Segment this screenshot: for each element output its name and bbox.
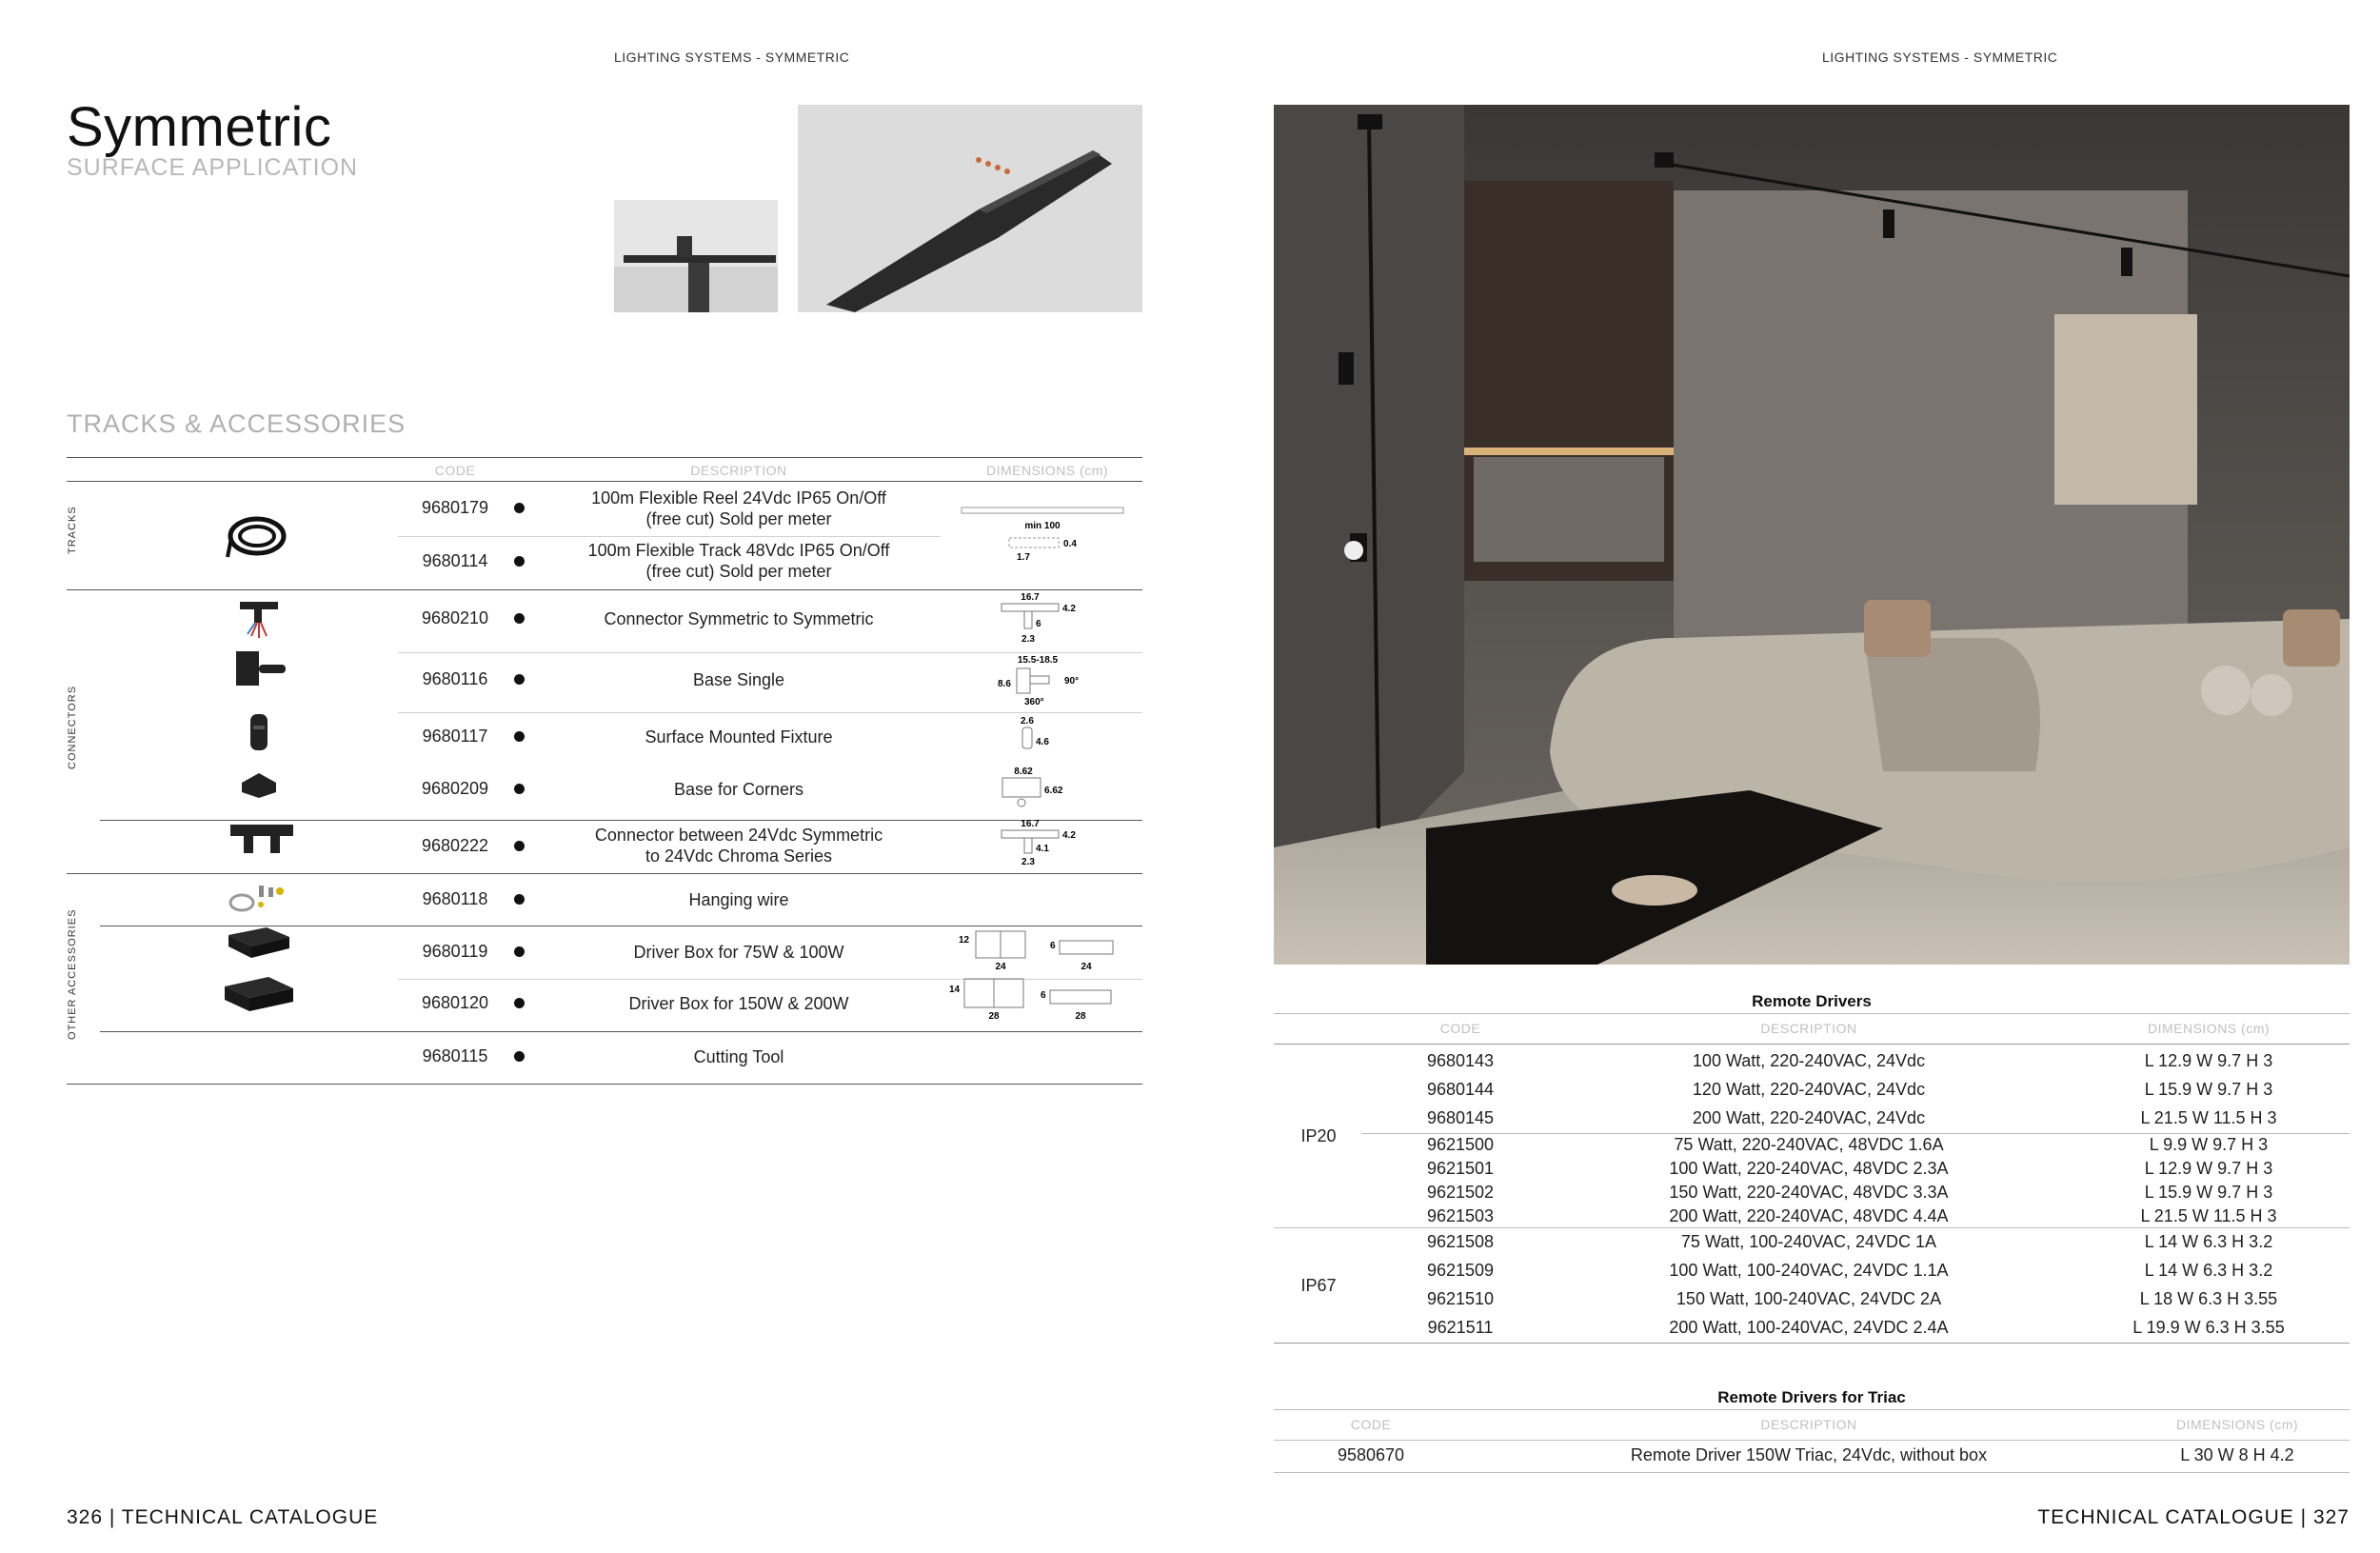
driver-dimensions: L 15.9 W 9.7 H 3 [2144,1080,2273,1099]
dimension-drawing-box-large [947,975,1138,1025]
dimension-drawing-chroma [990,817,1095,870]
dim-label: 24 [995,962,1006,972]
dim-label: 6.62 [1044,786,1063,796]
dimension-drawing-base-single [990,653,1095,710]
product-description: Connector Symmetric to Symmetric [604,609,874,628]
section-title: TRACKS & ACCESSORIES [67,409,407,438]
product-description: Connector between 24Vdc Symmetric to 24Vdc Chroma Series [594,826,883,866]
driver-box-large-image [219,971,299,1015]
product-description: Base Single [692,670,785,689]
dim-label: 2.3 [1021,857,1035,867]
driver-dimensions: L 21.5 W 11.5 H 3 [2140,1206,2277,1225]
driver-dimensions: L 19.9 W 6.3 H 3.55 [2132,1318,2285,1337]
driver-description: 200 Watt, 220-240VAC, 48VDC 4.4A [1669,1206,1949,1225]
col-header-description: DESCRIPTION [1760,1021,1857,1036]
product-code: 9680120 [421,993,489,1012]
product-code: 9680222 [421,836,489,855]
dim-label: 2.6 [1021,716,1034,727]
page-subtitle: SURFACE APPLICATION [67,154,359,181]
dim-label: 0.4 [1063,539,1077,549]
triac-drivers-title: Remote Drivers for Triac [1717,1388,1906,1406]
driver-dimensions: L 14 W 6.3 H 3.2 [2144,1261,2273,1280]
dim-label: 8.6 [998,679,1011,689]
availability-dot [514,1051,525,1062]
base-single-image [232,647,293,691]
col-header-dimensions: DIMENSIONS (cm) [985,463,1109,478]
dim-label: 4.1 [1036,844,1049,854]
driver-description: 150 Watt, 220-240VAC, 48VDC 3.3A [1669,1183,1949,1202]
dim-label: 24 [1081,962,1092,972]
dim-label: 360° [1024,697,1044,707]
group-label-ip20: IP20 [1300,1126,1337,1145]
driver-dimensions: L 12.9 W 9.7 H 3 [2144,1051,2273,1070]
dim-label: 16.7 [1021,819,1040,829]
driver-code: 9621510 [1426,1289,1495,1308]
dim-label: 4.2 [1062,830,1076,841]
driver-dimensions: L 18 W 6.3 H 3.55 [2139,1289,2278,1308]
driver-dimensions: L 14 W 6.3 H 3.2 [2144,1232,2273,1251]
driver-code: 9621508 [1426,1232,1495,1251]
hanging-wire-image [227,878,293,916]
driver-code: 9621509 [1426,1261,1495,1280]
driver-code: 9621511 [1427,1318,1494,1337]
driver-code: 9680143 [1426,1051,1495,1070]
group-label-ip67: IP67 [1300,1276,1337,1295]
reel-image [224,509,290,567]
driver-code: 9621500 [1426,1135,1495,1154]
product-code: 9680210 [421,608,489,627]
triac-dimensions: L 30 W 8 H 4.2 [2180,1445,2294,1464]
dim-label: 2.3 [1021,634,1035,645]
driver-description: 75 Watt, 100-240VAC, 24VDC 1A [1680,1232,1937,1251]
remote-drivers-title: Remote Drivers [1752,992,1872,1010]
driver-description: 75 Watt, 220-240VAC, 48VDC 1.6A [1674,1135,1944,1154]
dim-label: min 100 [1024,521,1061,531]
running-header-left: LIGHTING SYSTEMS - SYMMETRIC [614,50,850,65]
product-code: 9680209 [421,779,489,798]
dimension-drawing-box-small [957,926,1138,973]
col-header-dimensions: DIMENSIONS (cm) [2175,1417,2299,1432]
driver-description: 120 Watt, 220-240VAC, 24Vdc [1692,1080,1926,1099]
product-code: 9680115 [422,1046,488,1065]
availability-dot [514,613,525,624]
driver-code: 9621502 [1426,1183,1495,1202]
dimension-drawing-corners [995,765,1090,812]
driver-dimensions: L 21.5 W 11.5 H 3 [2140,1108,2277,1127]
product-code: 9680179 [421,498,489,517]
product-description: Driver Box for 150W & 200W [628,994,849,1013]
availability-dot [514,503,525,513]
dim-label: 6 [1036,619,1041,629]
dim-label: 90° [1064,676,1080,687]
footer-left: 326 | TECHNICAL CATALOGUE [67,1506,379,1528]
driver-code: 9621503 [1426,1206,1495,1225]
category-other-accessories: OTHER ACCESSORIES [67,908,78,1040]
driver-code: 9621501 [1426,1159,1495,1178]
driver-dimensions: L 12.9 W 9.7 H 3 [2144,1159,2273,1178]
product-description: 100m Flexible Reel 24Vdc IP65 On/Off (free cut) Sold per meter [591,488,886,528]
availability-dot [514,731,525,742]
base-corners-image [238,769,280,800]
dim-label: 4.2 [1062,604,1076,614]
product-code: 9680114 [422,551,488,570]
availability-dot [514,841,525,851]
dim-label: 4.6 [1036,737,1049,747]
surface-fixture-image [248,712,270,752]
col-header-dimensions: DIMENSIONS (cm) [2147,1021,2271,1036]
driver-description: 100 Watt, 220-240VAC, 24Vdc [1692,1051,1926,1070]
dim-label: 8.62 [1014,767,1033,777]
product-photo-large [798,105,1142,312]
connector-symmetric-image [238,598,280,640]
dim-label: 28 [988,1011,1000,1022]
dim-label: 6 [1050,941,1056,951]
driver-description: 200 Watt, 100-240VAC, 24VDC 2.4A [1669,1318,1949,1337]
product-description: 100m Flexible Track 48Vdc IP65 On/Off (free cut) Sold per meter [587,541,890,581]
product-description: Cutting Tool [693,1047,784,1066]
col-header-code: CODE [1350,1417,1392,1432]
dim-label: 16.7 [1021,592,1040,603]
product-code: 9680119 [422,942,488,961]
dim-label: 14 [949,985,961,995]
dimension-drawing-connector [990,590,1095,647]
col-header-description: DESCRIPTION [1760,1417,1857,1432]
footer-right: TECHNICAL CATALOGUE | 327 [2037,1506,2350,1528]
driver-box-small-image [223,922,295,962]
product-description: Surface Mounted Fixture [645,727,833,747]
col-header-code: CODE [434,463,476,478]
category-tracks: TRACKS [67,506,78,554]
driver-description: 100 Watt, 100-240VAC, 24VDC 1.1A [1669,1261,1949,1280]
availability-dot [514,894,525,905]
product-description: Hanging wire [688,890,789,909]
dim-label: 6 [1041,990,1046,1001]
product-description: Base for Corners [673,780,804,799]
driver-code: 9680144 [1426,1080,1495,1099]
interior-photo [1274,105,2350,965]
driver-description: 100 Watt, 220-240VAC, 48VDC 2.3A [1669,1159,1949,1178]
triac-code: 9580670 [1337,1445,1405,1464]
dim-label: 1.7 [1017,552,1030,563]
dim-label: 28 [1075,1011,1086,1022]
product-code: 9680116 [422,669,488,688]
driver-description: 150 Watt, 100-240VAC, 24VDC 2A [1676,1289,1942,1308]
category-connectors: CONNECTORS [67,685,78,769]
availability-dot [514,946,525,957]
col-header-code: CODE [1439,1021,1481,1036]
dimension-drawing-fixture [1009,714,1076,758]
availability-dot [514,784,525,794]
dim-label: 15.5-18.5 [1017,655,1059,666]
dimension-drawing-track [957,500,1128,567]
running-header-right: LIGHTING SYSTEMS - SYMMETRIC [1822,50,2058,65]
product-photo-small [614,200,778,312]
product-code: 9680118 [422,889,488,908]
page-title: Symmetric [67,96,332,158]
dim-label: 12 [959,935,970,946]
availability-dot [514,556,525,567]
triac-description: Remote Driver 150W Triac, 24Vdc, without box [1630,1445,1988,1464]
col-header-description: DESCRIPTION [690,463,787,478]
driver-dimensions: L 15.9 W 9.7 H 3 [2144,1183,2273,1202]
product-code: 9680117 [422,727,488,746]
product-description: Driver Box for 75W & 100W [633,943,844,962]
connector-chroma-image [228,819,295,857]
driver-code: 9680145 [1426,1108,1495,1127]
availability-dot [514,998,525,1008]
driver-description: 200 Watt, 220-240VAC, 24Vdc [1692,1108,1926,1127]
driver-dimensions: L 9.9 W 9.7 H 3 [2149,1135,2269,1154]
availability-dot [514,674,525,685]
